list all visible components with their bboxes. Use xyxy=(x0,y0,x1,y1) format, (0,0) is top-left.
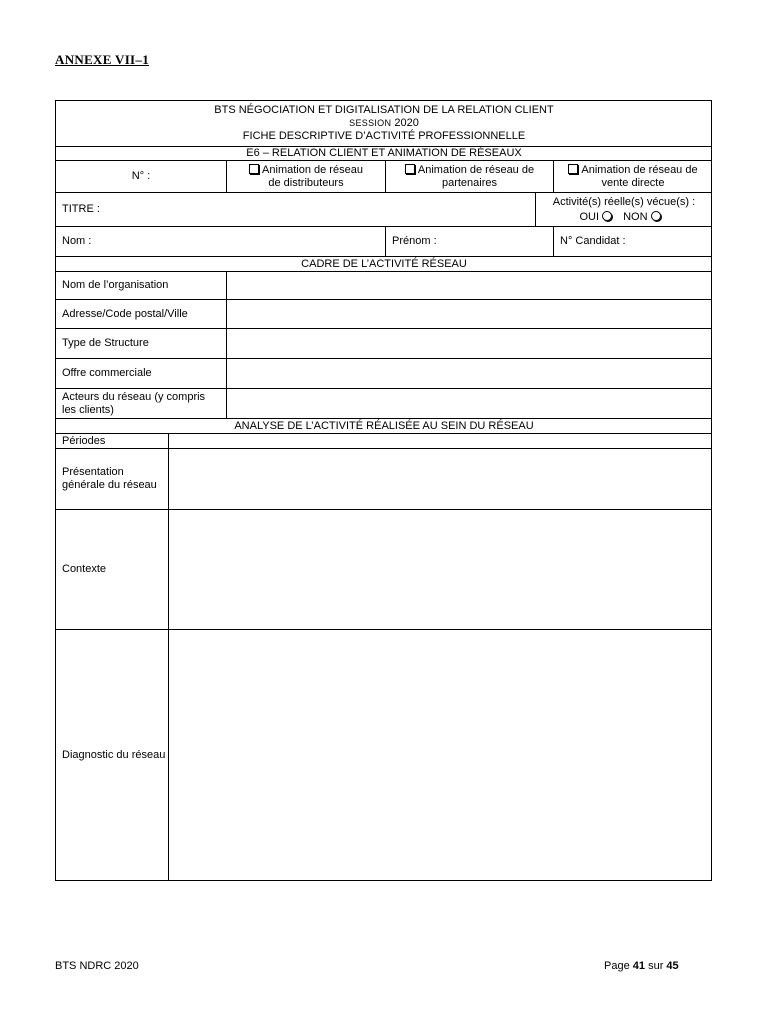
option-vente-directe[interactable] xyxy=(553,160,712,192)
diagnostic-field[interactable] xyxy=(168,629,712,881)
candidat-field[interactable] xyxy=(553,226,712,256)
cadre-label: Type de Structure xyxy=(55,328,226,358)
footer-page xyxy=(604,960,679,972)
nom-field[interactable] xyxy=(55,226,385,256)
structure-field[interactable] xyxy=(226,328,712,358)
candidat-label: N° Candidat : xyxy=(560,235,626,247)
presentation-field[interactable] xyxy=(168,448,712,509)
analyse-label: Présentation générale du réseau xyxy=(55,448,168,509)
oui-label: OUI xyxy=(579,210,600,223)
section-analyse: ANALYSE DE L’ACTIVITÉ RÉALISÉE AU SEIN DU RÉSEAU xyxy=(55,418,712,433)
page-prefix: Page xyxy=(604,960,630,972)
header-session xyxy=(349,117,419,130)
page-number: 41 xyxy=(632,960,646,972)
page-mid: sur xyxy=(648,960,664,972)
session-year: 2020 xyxy=(394,117,419,129)
contexte-field[interactable] xyxy=(168,509,712,629)
offre-field[interactable] xyxy=(226,358,712,388)
option-line: vente directe xyxy=(601,176,665,189)
radio-non-icon[interactable] xyxy=(651,211,661,221)
annexe-title: ANNEXE VII–1 xyxy=(55,52,150,67)
checkbox-icon[interactable] xyxy=(405,164,415,174)
option-partenaires[interactable] xyxy=(385,160,553,192)
checkbox-icon[interactable] xyxy=(249,164,259,174)
cadre-label: Nom de l’organisation xyxy=(55,271,226,299)
form-header xyxy=(55,100,712,146)
analyse-label: Diagnostic du réseau xyxy=(55,629,168,881)
cadre-label: Adresse/Code postal/Ville xyxy=(55,299,226,328)
footer-left: BTS NDRC 2020 xyxy=(55,960,139,972)
cadre-label: Offre commerciale xyxy=(55,358,226,388)
numero-label[interactable]: N° : xyxy=(55,160,226,192)
analyse-label: Contexte xyxy=(55,509,168,629)
periodes-field[interactable] xyxy=(168,433,712,448)
option-line: Animation de réseau xyxy=(262,163,363,176)
checkbox-icon[interactable] xyxy=(568,164,578,174)
organisation-field[interactable] xyxy=(226,271,712,299)
radio-oui-icon[interactable] xyxy=(602,211,612,221)
header-epreuve: E6 – RELATION CLIENT ET ANIMATION DE RÉSEAUX xyxy=(55,146,712,160)
option-line: de distributeurs xyxy=(268,176,344,189)
nom-label: Nom : xyxy=(62,235,92,247)
header-line-1: BTS NÉGOCIATION ET DIGITALISATION DE LA RELATION CLIENT xyxy=(214,104,554,116)
page-total: 45 xyxy=(666,960,679,972)
titre-field[interactable] xyxy=(55,192,535,226)
session-label: SESSION xyxy=(349,118,392,128)
adresse-field[interactable] xyxy=(226,299,712,328)
section-cadre: CADRE DE L’ACTIVITÉ RÉSEAU xyxy=(55,256,712,271)
acteurs-field[interactable] xyxy=(226,388,712,418)
option-line: Animation de réseau de xyxy=(417,163,535,176)
non-label: NON xyxy=(623,210,648,223)
header-line-3: FICHE DESCRIPTIVE D’ACTIVITÉ PROFESSIONNELLE xyxy=(242,130,526,142)
option-distributeurs[interactable] xyxy=(226,160,385,192)
cadre-label: Acteurs du réseau (y compris les clients) xyxy=(55,388,226,418)
activite-label: Activité(s) réelle(s) vécue(s) : xyxy=(552,195,696,208)
option-line: Animation de réseau de xyxy=(581,163,698,176)
activite-reelle xyxy=(535,192,712,226)
prenom-field[interactable] xyxy=(385,226,553,256)
titre-label: TITRE : xyxy=(62,203,100,215)
option-line: partenaires xyxy=(441,176,498,189)
prenom-label: Prénom : xyxy=(392,235,437,247)
analyse-label: Périodes xyxy=(55,433,168,448)
